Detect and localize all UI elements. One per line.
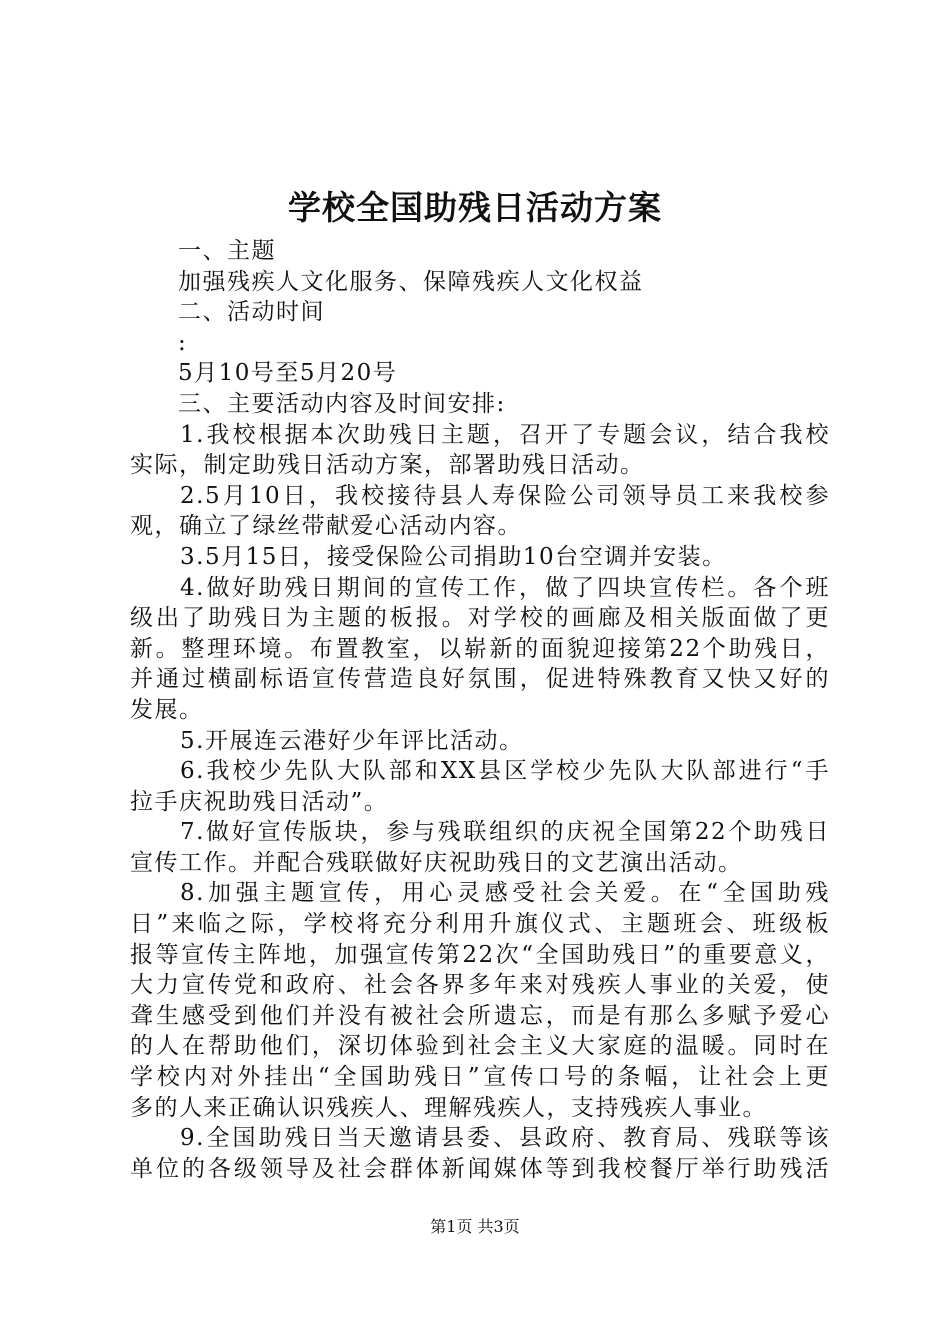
paragraph-line: 加强残疾人文化服务、保障残疾人文化权益	[178, 268, 644, 295]
list-item-line: 多的人来正确认识残疾人、理解残疾人，支持残疾人事业。	[130, 1094, 767, 1121]
list-item-line: 拉手庆祝助残日活动”。	[130, 788, 389, 815]
list-item-line: 9.全国助残日当天邀请县委、县政府、教育局、残联等该	[180, 1125, 830, 1152]
list-item-line: 6.我校少先队大队部和XX县区学校少先队大队部进行“手	[180, 758, 830, 785]
list-item-line: 学校内对外挂出“全国助残日”宣传口号的条幅，让社会上更	[130, 1064, 830, 1091]
list-item-line: 2.5月10日，我校接待县人寿保险公司领导员工来我校参	[180, 482, 830, 509]
document-title: 学校全国助残日活动方案	[288, 188, 662, 227]
paragraph-line: 5月10号至5月20号	[178, 360, 398, 387]
document-body	[130, 236, 830, 1184]
list-item-line: 大力宣传党和政府、社会各界多年来对残疾人事业的关爱，使	[130, 972, 830, 999]
list-item-line: 7.做好宣传版块，参与残联组织的庆祝全国第22个助残日	[180, 819, 830, 846]
list-item-line: 实际，制定助残日活动方案，部署助残日活动。	[130, 452, 645, 479]
section-heading-time: 二、活动时间	[178, 299, 325, 326]
list-item-line: 发展。	[130, 696, 204, 723]
list-item-line: 日”来临之际，学校将充分利用升旗仪式、主题班会、班级板	[130, 911, 830, 938]
section-heading-theme: 一、主题	[178, 238, 276, 264]
list-item-line: 宣传工作。并配合残联做好庆祝助残日的文艺演出活动。	[130, 849, 743, 876]
list-item-line: 的人在帮助他们，深切体验到社会主义大家庭的温暖。同时在	[130, 1033, 830, 1060]
list-item-line: 5.开展连云港好少年评比活动。	[180, 727, 524, 754]
list-item-line: 聋生感受到他们并没有被社会所遗忘，而是有那么多赋予爱心	[130, 1002, 830, 1029]
list-item-line: 并通过横副标语宣传营造良好氛围，促进特殊教育又快又好的	[130, 666, 830, 693]
list-item-line: 级出了助残日为主题的板报。对学校的画廊及相关版面做了更	[130, 605, 830, 632]
section-heading-activities: 三、主要活动内容及时间安排:	[178, 390, 506, 417]
list-item-line: 8.加强主题宣传，用心灵感受社会关爱。在“全国助残	[180, 880, 830, 907]
list-item-line: 3.5月15日，接受保险公司捐助10台空调并安装。	[180, 543, 727, 570]
list-item-line: 1.我校根据本次助残日主题，召开了专题会议，结合我校	[180, 421, 830, 448]
list-item-line: 报等宣传主阵地，加强宣传第22次“全国助残日”的重要意义，	[130, 941, 830, 968]
list-item-line: 单位的各级领导及社会群体新闻媒体等到我校餐厅举行助残活	[130, 1155, 830, 1182]
list-item-line: 4.做好助残日期间的宣传工作，做了四块宣传栏。各个班	[180, 574, 830, 601]
list-item-line: 观，确立了绿丝带献爱心活动内容。	[130, 513, 522, 540]
page-footer: 第1页 共3页	[430, 1217, 520, 1236]
list-item-line: 新。整理环境。布置教室，以崭新的面貌迎接第22个助残日，	[130, 635, 830, 662]
paragraph-line: :	[178, 329, 188, 356]
